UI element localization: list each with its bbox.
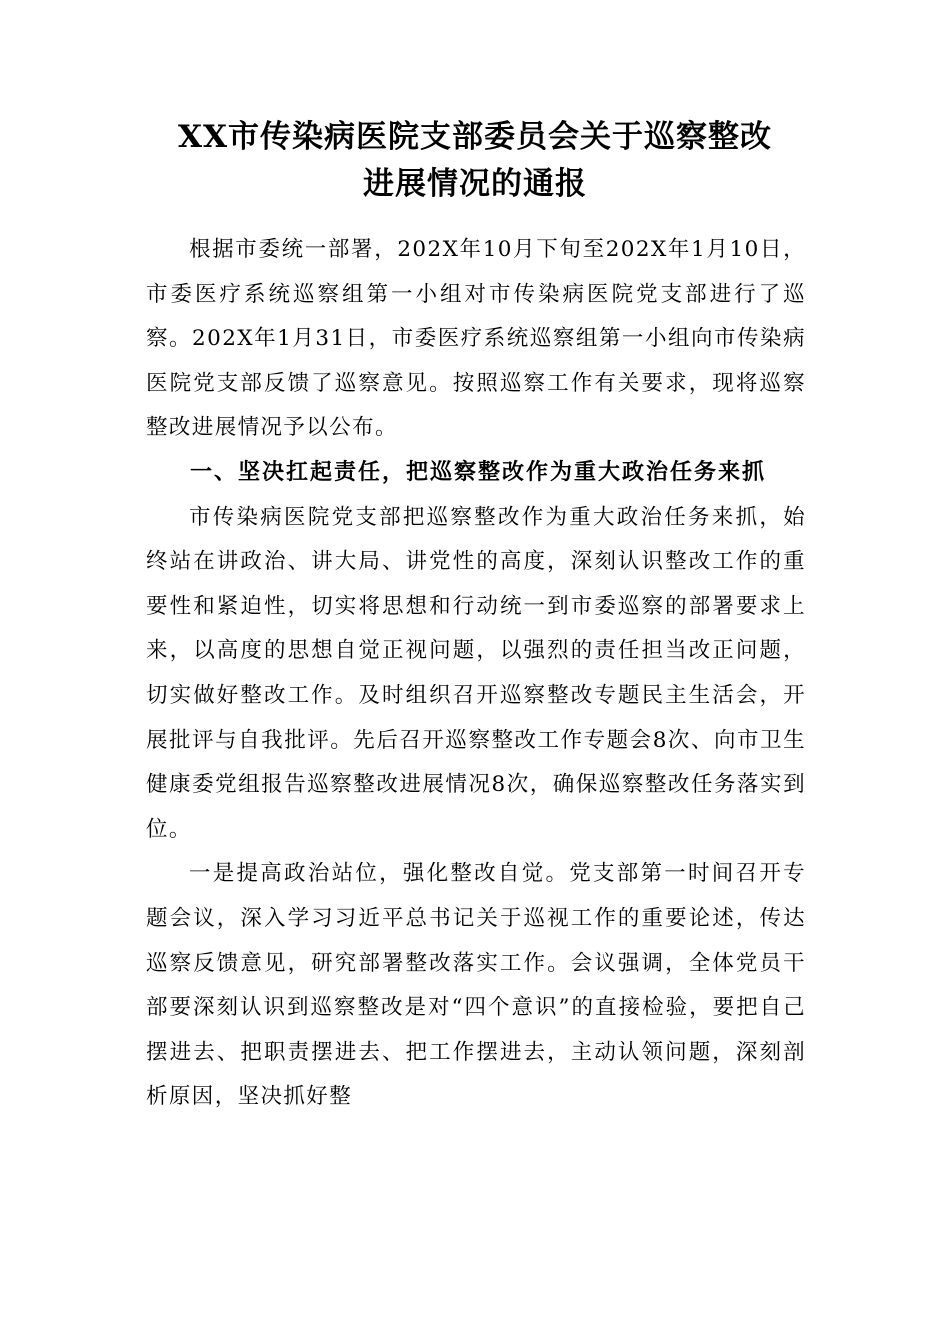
section-heading-1: 一、坚决扛起责任，把巡察整改作为重大政治任务来抓 xyxy=(190,459,767,485)
document-body xyxy=(146,228,806,1120)
title-line-2: 进展情况的通报 xyxy=(363,166,587,202)
section-1-paragraph: 市传染病医院党支部把巡察整改作为重大政治任务来抓，始终站在讲政治、讲大局、讲党性的高度，深刻认识整改工作的重要性和紧迫性，切实将思想和行动统一到市委巡察的部署要求上来，以高度的思想自觉正视问题，以强烈的责任担当改正问题，切实做好整改工作。及时组织召开巡察整改专题民主生活会，开展批评与自我批评。先后召开巡察整改工作专题会8次、向市卫生健康委党组报告巡察整改进展情况8次，确保巡察整改任务落实到位。 xyxy=(146,504,806,842)
title-line-1: XX市传染病医院支部委员会关于巡察整改 xyxy=(177,119,773,155)
document-title xyxy=(120,114,830,208)
intro-paragraph: 根据市委统一部署，202X年10月下旬至202X年1月10日，市委医疗系统巡察组第一小组对市传染病医院党支部进行了巡察。202X年1月31日，市委医疗系统巡察组第一小组向市传染病医院党支部反馈了巡察意见。按照巡察工作有关要求，现将巡察整改进展情况予以公布。 xyxy=(146,237,806,441)
section-1-point-1-paragraph: 一是提高政治站位，强化整改自觉。党支部第一时间召开专题会议，深入学习习近平总书记关于巡视工作的重要论述，传达巡察反馈意见，研究部署整改落实工作。会议强调，全体党员干部要深刻认识到巡察整改是对“四个意识”的直接检验，要把自己摆进去、把职责摆进去、把工作摆进去，主动认领问题，深刻剖析原因，坚决抓好整 xyxy=(146,861,806,1110)
